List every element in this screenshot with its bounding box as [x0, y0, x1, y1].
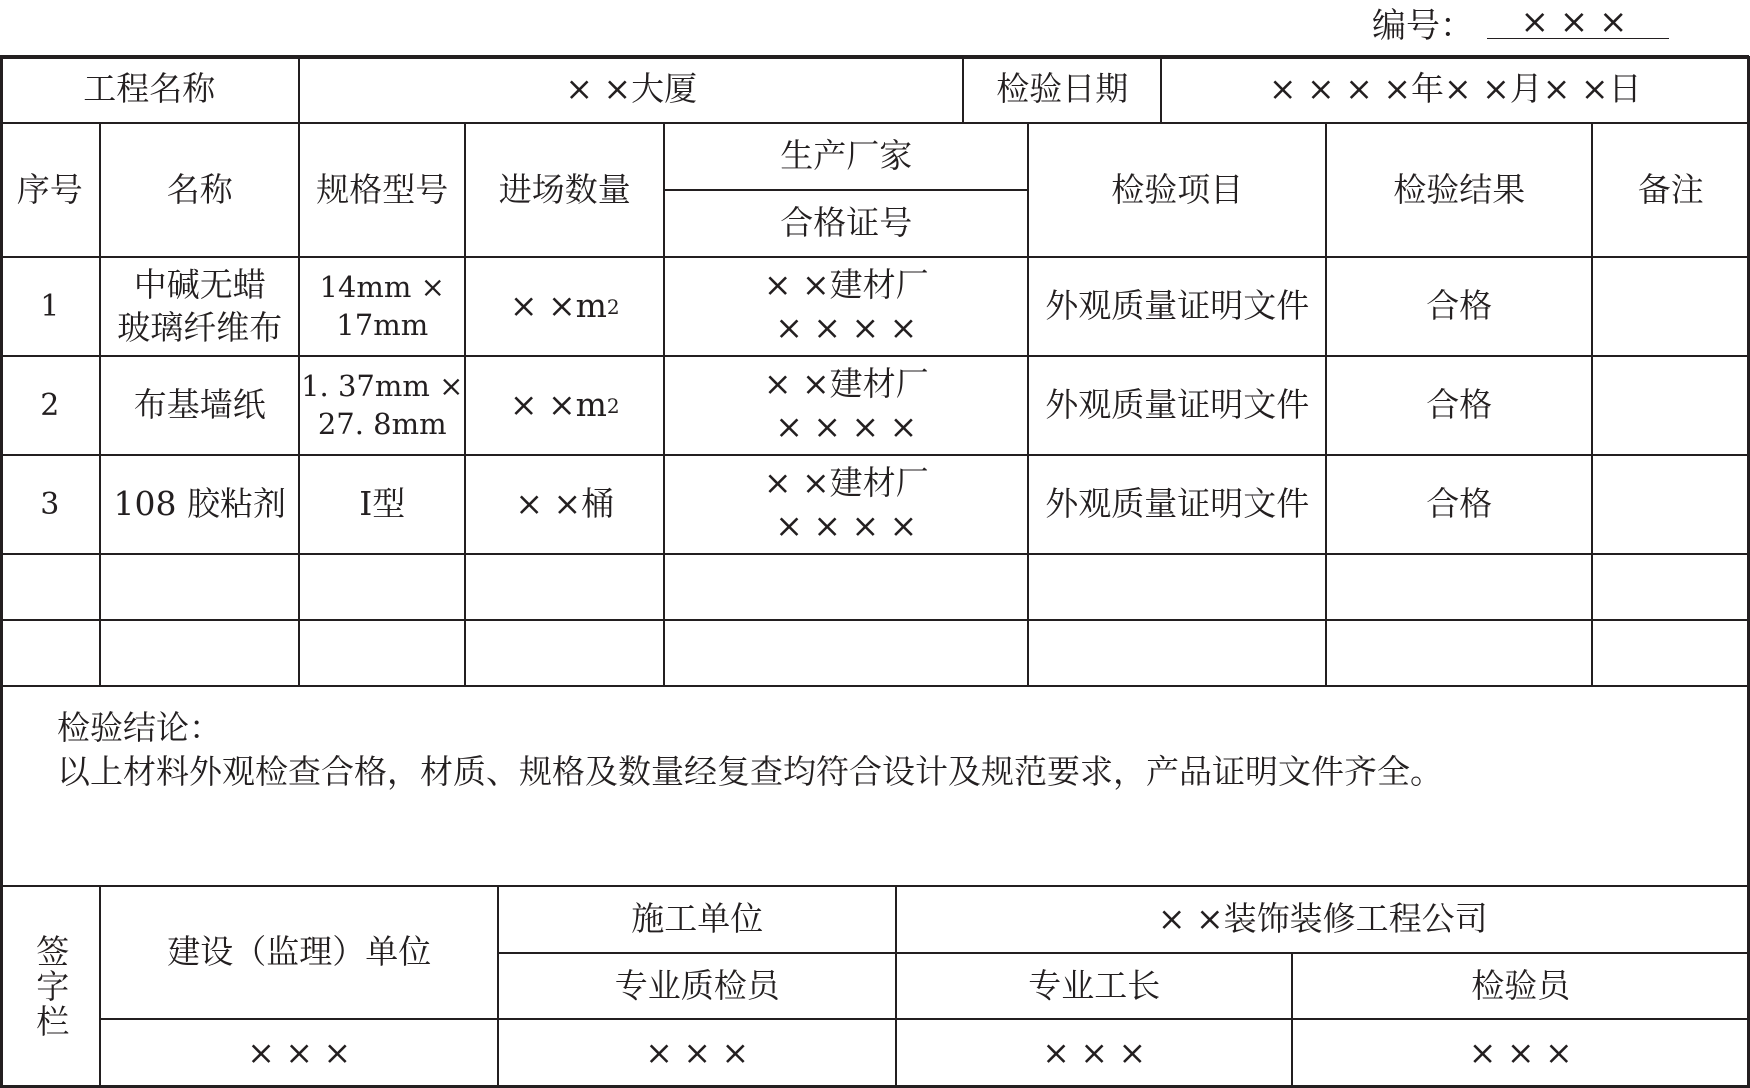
column-remark: 备注 [1592, 123, 1749, 257]
empty-row-cell [0, 554, 100, 620]
row3-remark [1592, 455, 1749, 554]
inspection-date-label: 检验日期 [963, 55, 1161, 123]
column-inspection-item: 检验项目 [1028, 123, 1326, 257]
row1-name-line1: 中碱无蜡 [133, 264, 266, 304]
foreman-label: 专业工长 [896, 953, 1292, 1019]
row1-name-line2: 玻璃纤维布 [117, 307, 283, 347]
row3-inspection-result: 合格 [1326, 455, 1592, 554]
empty-row-cell [465, 554, 664, 620]
empty-row-cell [100, 554, 299, 620]
signature-section-label [0, 886, 100, 1087]
row1-quantity: × ×m 2 [465, 257, 664, 356]
row1-name [100, 257, 299, 356]
project-name-label: 工程名称 [0, 55, 299, 123]
row3-name: 108 胶粘剂 [100, 455, 299, 554]
row2-inspection-item: 外观质量证明文件 [1028, 356, 1326, 455]
row1-spec-line1: 14mm × [319, 270, 445, 305]
row2-seq: 2 [0, 356, 100, 455]
row1-seq: 1 [0, 257, 100, 356]
row3-inspection-item: 外观质量证明文件 [1028, 455, 1326, 554]
row3-seq: 3 [0, 455, 100, 554]
signature-section-text: 签字栏 [31, 934, 71, 1040]
empty-row-cell [465, 620, 664, 686]
row2-quantity: × ×m 2 [465, 356, 664, 455]
row3-manufacturer-name: × ×建材厂 [763, 462, 929, 502]
column-seq: 序号 [0, 123, 100, 257]
empty-row-cell [1592, 554, 1749, 620]
contractor-label: 施工单位 [498, 886, 896, 953]
row1-manufacturer [664, 257, 1028, 356]
empty-row-cell [1592, 620, 1749, 686]
empty-row-cell [299, 554, 465, 620]
row2-spec-line2: 27. 8mm [317, 406, 447, 441]
row2-name: 布基墙纸 [100, 356, 299, 455]
contractor-value: × ×装饰装修工程公司 [896, 886, 1749, 953]
empty-row-cell [1326, 620, 1592, 686]
row2-spec-line1: 1. 37mm × [301, 369, 464, 404]
empty-row-cell [100, 620, 299, 686]
row1-remark [1592, 257, 1749, 356]
row2-quantity-value: × ×m [509, 385, 607, 425]
conclusion [57, 706, 1443, 794]
empty-row-cell [664, 554, 1028, 620]
column-manufacturer: 生产厂家 [664, 123, 1028, 190]
project-name-value: × ×大厦 [299, 55, 963, 123]
owner-supervisor-label: 建设（监理）单位 [100, 886, 498, 1019]
row3-certificate: × × × × [775, 505, 918, 545]
quality-inspector-signature: × × × [498, 1019, 896, 1087]
quality-inspector-label: 专业质检员 [498, 953, 896, 1019]
conclusion-text: 以上材料外观检查合格，材质、规格及数量经复查均符合设计及规范要求，产品证明文件齐全。 [57, 752, 1443, 791]
row2-certificate: × × × × [775, 406, 918, 446]
inspector-signature: × × × [1292, 1019, 1749, 1087]
row1-spec [299, 257, 465, 356]
empty-row-cell [1028, 620, 1326, 686]
foreman-signature: × × × [896, 1019, 1292, 1087]
column-certificate: 合格证号 [664, 190, 1028, 257]
inspection-date-value: × × × ×年× ×月× ×日 [1161, 55, 1749, 123]
column-inspection-result: 检验结果 [1326, 123, 1592, 257]
document-number-label: 编号： [1372, 5, 1474, 46]
row3-spec: Ⅰ型 [299, 455, 465, 554]
inspector-label: 检验员 [1292, 953, 1749, 1019]
row2-manufacturer-name: × ×建材厂 [763, 363, 929, 403]
row3-manufacturer [664, 455, 1028, 554]
conclusion-label: 检验结论： [57, 708, 222, 747]
row2-spec [299, 356, 465, 455]
column-spec: 规格型号 [299, 123, 465, 257]
row1-spec-line2: 17mm [336, 307, 429, 342]
row1-quantity-value: × ×m [509, 286, 607, 326]
empty-row-cell [664, 620, 1028, 686]
owner-signature: × × × [100, 1019, 498, 1087]
row1-manufacturer-name: × ×建材厂 [763, 264, 929, 304]
row1-inspection-item: 外观质量证明文件 [1028, 257, 1326, 356]
document-number-underline [1487, 38, 1669, 39]
row1-inspection-result: 合格 [1326, 257, 1592, 356]
column-quantity: 进场数量 [465, 123, 664, 257]
empty-row-cell [1028, 554, 1326, 620]
column-name: 名称 [100, 123, 299, 257]
row1-certificate: × × × × [775, 307, 918, 347]
empty-row-cell [299, 620, 465, 686]
row2-remark [1592, 356, 1749, 455]
empty-row-cell [1326, 554, 1592, 620]
empty-row-cell [0, 620, 100, 686]
row3-quantity: × ×桶 [465, 455, 664, 554]
document-number-value: × × × [1520, 2, 1628, 42]
row2-manufacturer [664, 356, 1028, 455]
row2-inspection-result: 合格 [1326, 356, 1592, 455]
